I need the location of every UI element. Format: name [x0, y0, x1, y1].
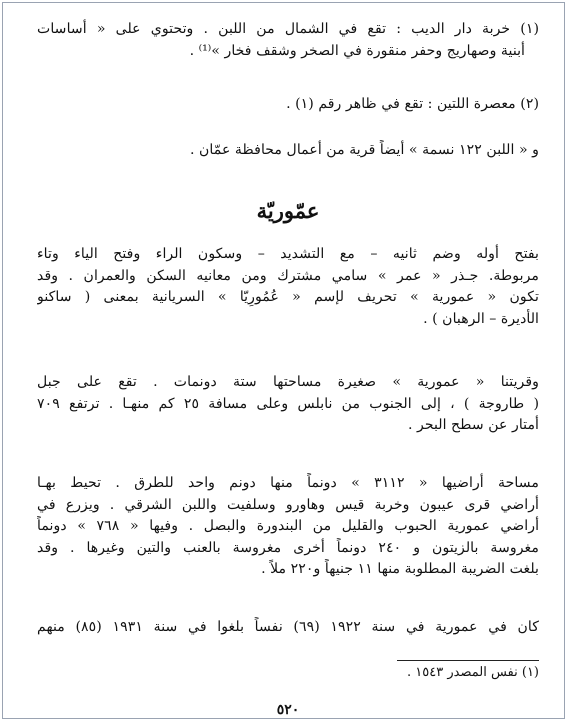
- entry-khirbet-dar-al-dib: [37, 19, 539, 62]
- paragraph-line: مساحة أراضيها « ٣١١٢ » دونماً منها دونم واحد للطرق . تحيط بهـا: [37, 475, 539, 491]
- paragraph-line: مربوطة. جـذر « عمر » سامي مشترك ومن معانيه السكن والعمران . وقد: [37, 267, 539, 284]
- document-frame: [2, 2, 565, 719]
- footnote: (١) نفس المصدر ١٥٤٣ .: [407, 665, 539, 680]
- entry-line: و « اللبن ١٢٢ نسمة » أيضاً قرية من أعمال محافظة عمّان .: [189, 142, 539, 158]
- entry-masarat-al-lattin: [37, 94, 539, 116]
- paragraph-name-origin: [37, 244, 539, 330]
- document-page: [37, 11, 539, 717]
- entry-line: (١) خربة دار الديب : تقع في الشمال من اللبن . وتحتوي على « أساسات: [37, 21, 539, 37]
- paragraph-population: [37, 617, 539, 639]
- paragraph-land-area: [37, 473, 539, 581]
- page-number: ٥٢٠: [276, 702, 300, 718]
- paragraph-line: أمتار عن سطح البحر .: [407, 417, 539, 433]
- paragraph-location: [37, 372, 539, 437]
- paragraph-line: وقريتنا « عمورية » صغيرة مساحتها ستة دونمات . تقع على جبل: [37, 374, 539, 390]
- section-title: عمّوريّة: [256, 198, 320, 223]
- entry-line: (٢) معصرة اللتين : تقع في ظاهر رقم (١) .: [286, 96, 539, 112]
- paragraph-line: مغروسة بالزيتون و ٢٤٠ دونماً أخرى مغروسة بالعنب والتين وغيرها . وقد: [37, 539, 539, 556]
- paragraph-line: ( طاروجة ) ، إلى الجنوب من نابلس وعلى مسافة ٢٥ كم منهـا . ترتفع ٧٠٩: [37, 395, 539, 412]
- entry-line: أبنية وصهاريج وحفر منقورة في الصخر وشقف فخار »⁽¹⁾ .: [189, 42, 525, 59]
- paragraph-line: كان في عمورية في سنة ١٩٢٢ (٦٩) نفساً بلغوا في سنة ١٩٣١ (٨٥) منهم: [37, 619, 539, 635]
- footnote-divider: [397, 660, 539, 661]
- paragraph-line: أراضي عمورية الحبوب والقليل من البندورة والبصل . وفيها « ٧٦٨ » دونماً: [37, 518, 539, 534]
- paragraph-line: بلغت الضريبة المطلوبة منها ١١ جنيهاً و٢٢٠ ملاً .: [261, 561, 539, 577]
- paragraph-line: بفتح أوله وضم ثانيه – مع التشديد – وسكون الراء وفتح الياء وتاء: [37, 246, 539, 262]
- paragraph-line: الأديرة – الرهبان ) .: [423, 310, 539, 327]
- paragraph-line: تكون « عمورية » تحريف لإسم « عُمُورِيّا » السريانية بمعنى ( ساكنو: [37, 289, 539, 305]
- paragraph-line: أراضي قرى عيبون وخربة قيس وهاورو وسلفيت واللبن الشرقي . ويزرع في: [37, 496, 539, 513]
- entry-al-lubban-population: [37, 140, 539, 162]
